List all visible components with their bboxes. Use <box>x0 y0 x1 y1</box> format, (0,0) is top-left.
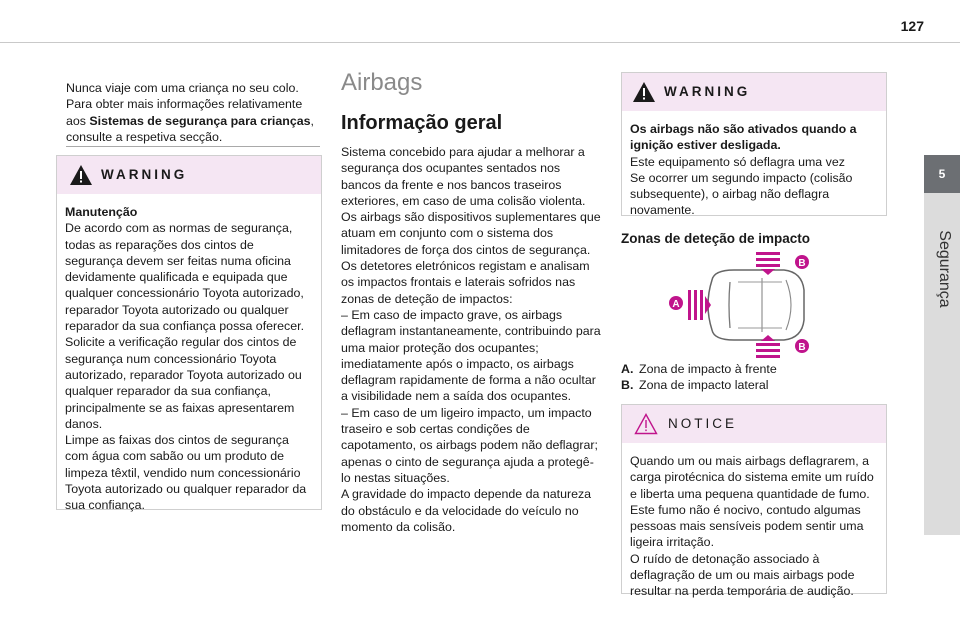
legend-letter: B. <box>621 378 634 393</box>
legend-item <box>621 361 881 377</box>
impact-zones-diagram <box>664 250 814 360</box>
warning-text-1: De acordo com as normas de segurança, todas as reparações dos cintos de segurança devem ser feitas numa oficina devidamente qualificada e equipada que qualquer concessionário Toyota autorizado, reparador Toyota autorizado ou qualquer reparador da sua confiança possa oferecer. <box>65 221 305 334</box>
notice-triangle-icon <box>634 413 658 435</box>
notice-title: NOTICE <box>668 416 738 431</box>
warning-title: WARNING <box>664 84 751 99</box>
legend-item <box>621 377 881 393</box>
airbags-paragraph-1: Sistema concebido para ajudar a melhorar a segurança dos ocupantes sentados nos bancos da frente e nos bancos traseiros exteriores, em caso de uma colisão violenta. Os airbags são dispositivos suplementares que atuam em conjunto com o sistema dos limitadores de força dos cintos de segurança. <box>341 145 601 257</box>
car-outline <box>708 270 804 340</box>
airbags-section <box>341 68 603 535</box>
notice-text-3: O ruído de detonação associado à deflagração de um ou mais airbags pode resultar na perda temporária de audição. <box>630 551 855 599</box>
warning-text-2: Solicite a verificação regular dos cintos de segurança num concessionário Toyota autorizado, reparador Toyota autorizado ou qualquer reparador da sua confiança, principalmente se as faixas apresentarem danos. <box>65 335 302 431</box>
warning-header <box>622 73 886 111</box>
warning-triangle-icon <box>69 164 93 186</box>
intro-paragraph <box>66 80 314 145</box>
notice-box <box>621 404 887 599</box>
warning-text-1: Este equipamento só deflagra uma vez <box>630 154 845 169</box>
side-impact-arrows-bottom <box>756 335 780 358</box>
legend-text: Zona de impacto à frente <box>639 362 777 376</box>
airbags-paragraph-4: – Em caso de um ligeiro impacto, um impacto traseiro e sob certas condições de capotamento, os airbags podem não deflagrar; apenas o cinto de segurança ajuda a protegê-lo nestas situações. <box>341 405 598 485</box>
notice-header <box>622 405 886 443</box>
chapter-number: 5 <box>924 155 960 193</box>
section-subtitle: Informação geral <box>341 112 503 134</box>
warning-triangle-icon <box>632 81 656 103</box>
warning-text-2: Se ocorrer um segundo impacto (colisão subsequente), o airbag não deflagra novamente. <box>630 170 853 218</box>
zone-b-label-bottom: B <box>798 342 806 353</box>
legend-letter: A. <box>621 362 634 376</box>
zones-legend <box>621 361 881 394</box>
warning-heading: Manutenção <box>65 205 138 219</box>
zones-title: Zonas de deteção de impacto <box>621 231 811 246</box>
warning-header <box>57 156 321 194</box>
intro-text-post: , consulte a respetiva secção. <box>66 113 314 144</box>
front-impact-arrows <box>688 290 711 320</box>
warning-box-maintenance <box>56 155 322 513</box>
airbags-paragraph-2: Os detetores eletrónicos registam e analisam os impactos frontais e laterais sofridos nas zonas de deteção de impactos: <box>341 259 590 306</box>
zone-b-label-top: B <box>798 258 806 269</box>
chapter-tab <box>924 155 960 535</box>
notice-text-1: Quando um ou mais airbags deflagrarem, a carga pirotécnica do sistema emite um ruído e liberta uma pequena quantidade de fumo. <box>630 454 874 501</box>
airbags-paragraph-5: A gravidade do impacto depende da natureza do obstáculo e da velocidade do veículo no momento da colisão. <box>341 487 592 534</box>
airbags-paragraph-3: – Em caso de impacto grave, os airbags deflagram instantaneamente, contribuindo para uma maior proteção dos ocupantes; imediatamente após o impacto, os airbags deflagram rapidamente de forma a não ocultar a visibilidade nem a saída dos ocupantes. <box>341 307 601 404</box>
header-divider <box>0 42 960 43</box>
side-impact-arrows-top <box>756 252 780 275</box>
warning-title: WARNING <box>101 167 188 182</box>
warning-bold-text: Os airbags não são ativados quando a ignição estiver desligada. <box>630 122 857 153</box>
intro-link-child-systems: Sistemas de segurança para crianças <box>89 113 311 128</box>
warning-box-ignition <box>621 72 887 216</box>
notice-text-2: Este fumo não é nocivo, contudo algumas pessoas mais sensíveis podem sentir uma ligeira irritação. <box>630 502 864 550</box>
intro-divider <box>66 146 320 147</box>
intro-text-pre: Nunca viaje com uma criança no seu colo. Para obter mais informações relativamente aos <box>66 81 303 128</box>
section-title: Airbags <box>341 69 423 96</box>
chapter-label: Segurança <box>936 230 953 308</box>
warning-text-3: Limpe as faixas dos cintos de segurança com água com sabão ou um produto de limpeza têxtil, vendido num concessionário Toyota autorizado ou qualquer reparador da sua confiança. <box>65 433 307 513</box>
zone-a-label: A <box>672 299 680 310</box>
page-number: 127 <box>900 18 924 34</box>
legend-text: Zona de impacto lateral <box>639 378 769 393</box>
